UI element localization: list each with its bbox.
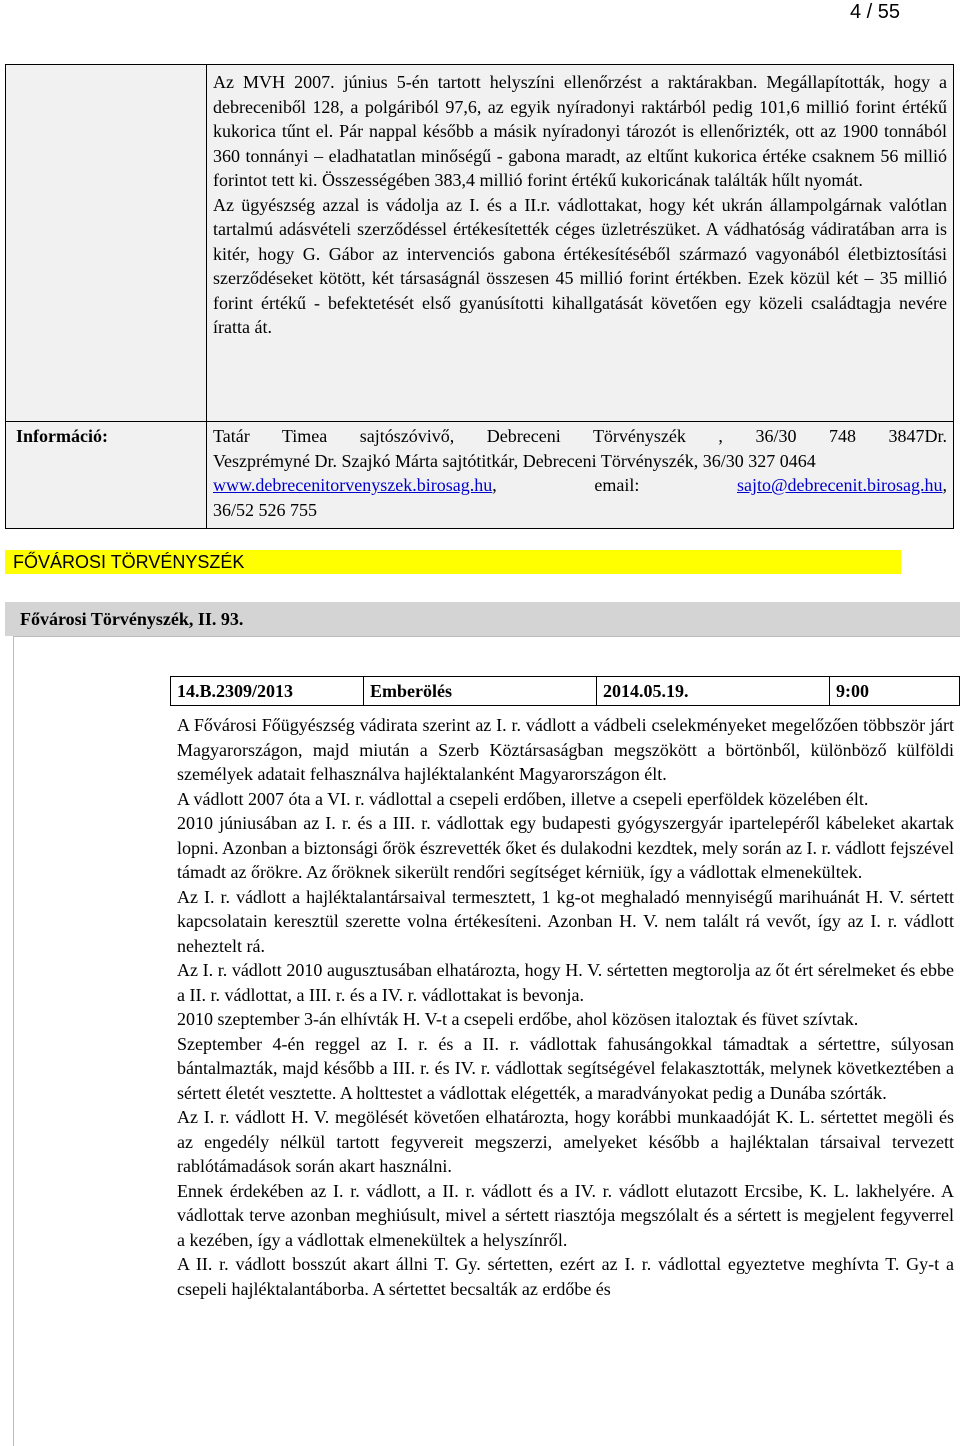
case-paragraph: 2010 szeptember 3-án elhívták H. V-t a csepeli erdőbe, ahol közösen italoztak és füvet szívtak. — [177, 1009, 859, 1029]
info-content — [207, 422, 954, 529]
case-paragraph: Az I. r. vádlott a hajléktalantársaival termesztett, 1 kg-ot meghaladó mennyiségű marihuánát H. V. sértett kapcsolatain keresztül szerette volna értékesíteni. Azonban H. V. nem talált rá vevőt, így az I. r. vádlott neheztelt rá. — [177, 886, 954, 956]
info-label-cell — [6, 422, 207, 529]
info-line: 36/52 526 755 — [213, 499, 318, 520]
info-label: Információ: — [16, 426, 108, 446]
separator: , — [492, 475, 497, 495]
separator: , — [942, 475, 947, 495]
case-paragraph: Az I. r. vádlott 2010 augusztusában elhatározta, hogy H. V. sértetten megtorolja az őt ért sérelmeket és ebbe a II. r. vádlottat, a III. r. és a IV. r. vádlottakat is bevonja. — [177, 960, 954, 1005]
page-number: 4 / 55 — [849, 1, 900, 23]
info-links-line — [213, 473, 947, 498]
article-content — [207, 65, 954, 422]
case-time: 9:00 — [830, 677, 960, 706]
case-paragraph: Szeptember 4-én reggel az I. r. és a II. r. vádlottak fahusángokkal támadtak a sértettre, súlyosan bántalmazták, majd később a III. r. és IV. r. vádlottak segítségével felakasztották, melynek következtében a sértett életét vesztette. A holttestet a vádlottak elégették, a maradványokat pedig a Dunába szórták. — [177, 1033, 954, 1103]
email-label: email: — [594, 475, 640, 495]
case-type: Emberölés — [364, 677, 597, 706]
case-paragraph: Az I. r. vádlott H. V. megölését követően elhatározta, hogy korábbi munkaadóját K. L. sértettet megöli és az engedély nélkül tartott fegyvereit megszerzi, amelyeket később a hajléktalan társaival tervezett rablótámadások során akart használni. — [177, 1107, 954, 1176]
case-date: 2014.05.19. — [597, 677, 830, 706]
case-paragraph: A Fővárosi Főügyészség vádirata szerint az I. r. vádlott a vádbeli cselekményeket megelőzően többször járt Magyarországon, majd miután a Szerb Köztársaságban megszökött a börtönből, különböző külföldi személyek adatait felhasználva hajléktalanként Magyarországon élt. — [177, 715, 954, 784]
website-link[interactable]: www.debrecenitorvenyszek.birosag.hu — [213, 475, 493, 495]
case-header-table — [170, 676, 960, 706]
empty-label-cell — [6, 65, 207, 422]
case-description — [177, 713, 954, 1301]
case-number: 14.B.2309/2013 — [171, 677, 364, 706]
info-line: Tatár Timea sajtószóvivő, Debreceni Törvényszék , 36/30 748 3847Dr. — [213, 426, 947, 446]
court-heading: Fővárosi Törvényszék, II. 93. — [5, 602, 960, 636]
case-paragraph: Ennek érdekében az I. r. vádlott, a II. r. vádlott és a IV. r. vádlott elutazott Ercsibe, K. L. lakhelyére. A vádlottak terve azonban meghiúsult, mivel a sértett riasztója megszólalt és a sértett is megjelent fegyverrel a kezében, így a vádlottak elmenekültek a helyszínről. — [177, 1180, 954, 1250]
case-paragraph: 2010 júniusában az I. r. és a III. r. vádlottak egy budapesti gyógyszergyár ipartelepéről kábeleket akartak lopni. Azonban a biztonsági őrök észrevették őket és dulakodni kezdtek, mely során az I. r. vádlott fejszével támadt az őrökre. Az őröknek sikerült rendőri segítséget kérniük, így a vádlottak elmenekültek. — [177, 813, 954, 882]
case-paragraph: A vádlott 2007 óta a VI. r. vádlottal a csepeli erdőben, illetve a csepeli eperföldek közelében élt. — [177, 788, 869, 809]
info-line: Veszprémyné Dr. Szajkó Márta sajtótitkár, Debreceni Törvényszék, 36/30 327 0464 — [213, 450, 816, 471]
article-paragraph: Az ügyészség azzal is vádolja az I. és a II.r. vádlottakat, hogy két ukrán állampolgárnak valótlan tartalmú adásvételi szerződéssel értékesítették céges üzletrészüket. A vádhatóság vádiratában arra is kitér, hogy G. Gábor az intervenciós gabona értékesítéséből származó vagyonából életbiztosítási szerződéseket kötött, két társaságnál összesen 45 millió forint értékben. Ezek közül két – 35 millió forint értékű - befektetését első gyanúsítotti kihallgatását követően egy közeli családtagja nevére íratta át. — [213, 194, 947, 337]
email-link[interactable]: sajto@debrecenit.birosag.hu — [736, 475, 943, 495]
case-paragraph: A II. r. vádlott bosszút akart állni T. Gy. sértetten, ezért az I. r. vádlottal egyeztetve meghívta T. Gy-t a csepeli hajléktalantáborba. A sértettet becsalták az erdőbe és — [177, 1254, 954, 1299]
section-heading: FŐVÁROSI TÖRVÉNYSZÉK — [5, 550, 901, 574]
article-paragraph: Az MVH 2007. június 5-én tartott helyszíni ellenőrzést a raktárakban. Megállapították, hogy a debreceniből 128, a polgáriból 97,6, az egyik nyíradonyi raktárból pedig 101,6 millió forint értékű kukorica tűnt el. Pár nappal később a másik nyíradonyi tározót is ellenőrizték, ott az 1900 tonnából 360 tonnányi – eladhatatlan minőségű - gabona maradt, az eltűnt kukorica értéke csaknem 56 millió forintot tett ki. Összességében 383,4 millió forint értékű kukoricának találták hűlt nyomát. — [213, 72, 947, 190]
info-table — [5, 64, 954, 529]
